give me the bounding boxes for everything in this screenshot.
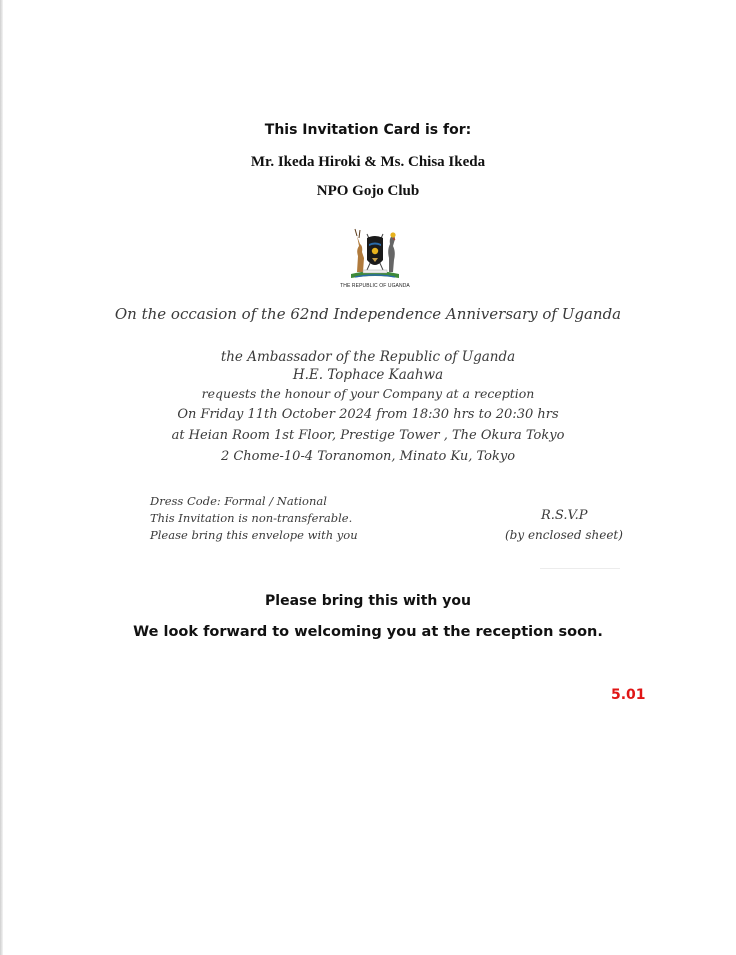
invitation-notes <box>150 493 358 544</box>
bring-notice: Please bring this with you <box>265 593 471 609</box>
page-number: 5.01 <box>611 687 646 703</box>
rsvp-label: R.S.V.P <box>541 508 588 523</box>
address-line: 2 Chome-10-4 Toranomon, Minato Ku, Tokyo <box>220 449 516 464</box>
non-transferable-note: This Invitation is non-transferable. <box>150 511 353 525</box>
occasion-line: On the occasion of the 62nd Independence Anniversary of Uganda <box>114 305 622 323</box>
request-line: requests the honour of your Company at a reception <box>201 386 535 401</box>
rsvp-detail: (by enclosed sheet) <box>505 528 623 542</box>
page-edge-shadow <box>0 0 3 955</box>
host-name: H.E. Tophace Kaahwa <box>292 367 444 383</box>
organization-name: NPO Gojo Club <box>316 183 420 199</box>
divider <box>540 568 620 569</box>
dress-code: Dress Code: Formal / National <box>150 494 327 508</box>
card-recipient-heading: This Invitation Card is for: <box>264 122 472 138</box>
date-time-line: On Friday 11th October 2024 from 18:30 hrs to 20:30 hrs <box>177 407 559 422</box>
guest-names: Mr. Ikeda Hiroki & Ms. Chisa Ikeda <box>250 154 486 170</box>
emblem-caption: THE REPUBLIC OF UGANDA <box>340 283 410 289</box>
host-title: the Ambassador of the Republic of Uganda <box>220 349 516 365</box>
venue-line: at Heian Room 1st Floor, Prestige Tower , The Okura Tokyo <box>171 428 565 443</box>
uganda-coat-of-arms-icon <box>345 224 405 282</box>
welcome-message: We look forward to welcoming you at the reception soon. <box>133 624 603 640</box>
envelope-note: Please bring this envelope with you <box>150 528 358 542</box>
